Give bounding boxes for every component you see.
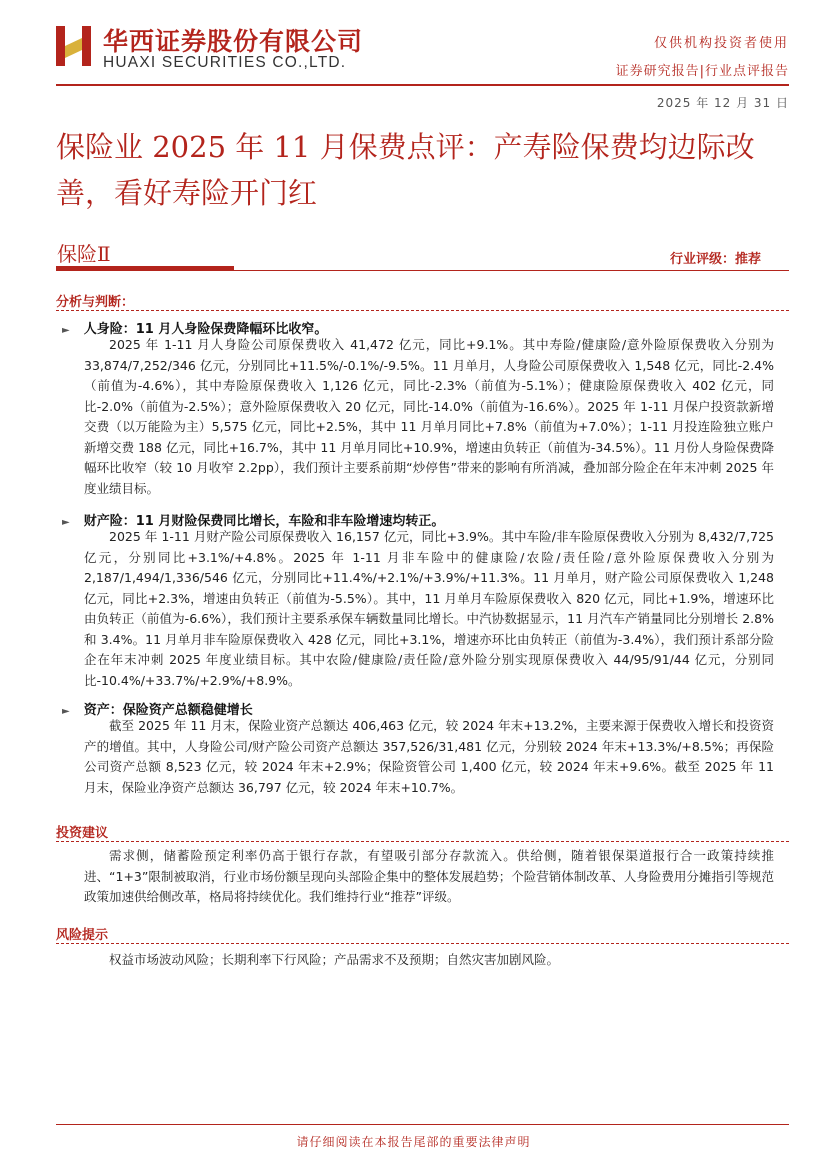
investment-heading: 投资建议 [56, 826, 109, 841]
bullet-property-head: 财产险：11 月财险保费同比增长，车险和非车险增速均转正。 [83, 514, 445, 529]
footer-divider [56, 1124, 789, 1125]
bullet-life-head: 人身险：11 月人身险保费降幅环比收窄。 [83, 322, 328, 337]
analysis-divider [56, 310, 789, 311]
triangle-bullet-icon: ► [62, 706, 70, 717]
header-divider [56, 84, 789, 86]
risk-heading: 风险提示 [56, 928, 109, 943]
huaxi-logo-icon [56, 24, 94, 68]
industry-name: 保险Ⅱ [57, 242, 111, 266]
usage-note: 仅供机构投资者使用 [653, 36, 789, 51]
investment-divider [56, 841, 789, 842]
triangle-bullet-icon: ► [62, 325, 70, 336]
company-name-cn: 华西证券股份有限公司 [103, 27, 364, 56]
analysis-heading: 分析与判断： [56, 295, 135, 310]
report-date: 2025 年 12 月 31 日 [656, 96, 789, 110]
report-title: 保险业 2025 年 11 月保费点评：产寿险保费均边际改善，看好寿险开门红 [56, 130, 755, 210]
report-type: 证券研究报告|行业点评报告 [615, 64, 789, 79]
bullet-assets-head: 资产：保险资产总额稳健增长 [83, 703, 253, 718]
legal-disclaimer: 请仔细阅读在本报告尾部的重要法律声明 [296, 1135, 531, 1149]
risk-divider [56, 943, 789, 944]
life-insurance-paragraph: 2025 年 1-11 月人身险公司原保费收入 41,472 亿元，同比+9.1%。其中寿险/健康险/意外险原保费收入分别为 33,874/7,252/346 亿元，分别同比+11.5%/-0.1%/-9.5%。11 月单月，人身险公司原保费收入 1,548 亿元，同比-2.4%（前值为-4.6%），其中寿险原保费收入 1,126 亿元，同比-2.3%（前值为-5.1%）；健康险原保费收入 402 亿元，同比-2.0%（前值为-2.5%）；意外险原保费收入 20 亿元，同比-14.0%（前值为-16.6%）。2025 年 1-11 月保户投资款新增交费（以万能险为主）5,575 亿元，同比+2.5%，其中 11 月单月同比+7.8%（前值为+7.0%）；1-11 月投连险独立账户新增交费 188 亿元，同比+16.7%，其中 11 月单月同比+10.9%，增速由负转正（前值为-34.5%）。11 月份人身险保费降幅环比收窄（较 10 月收窄 2.2pp），我们预计主要系前期“炒停售”带来的影响有所消减，叠加部分险企在年末冲刺 2025 年度业绩目标。 [84, 337, 775, 496]
assets-paragraph: 截至 2025 年 11 月末，保险业资产总额达 406,463 亿元，较 2024 年末+13.2%，主要来源于保费收入增长和投资资产的增值。其中，人身险公司/财产险公司资产总额达 357,526/31,481 亿元，分别较 2024 年末+13.3%/+8.5%；再保险公司资产总额 8,523 亿元，较 2024 年末+2.9%；保险资管公司 1,400 亿元，较 2024 年末+9.6%。截至 2025 年 11 月末，保险业净资产总额达 36,797 亿元，较 2024 年末+10.7%。 [84, 718, 774, 795]
property-insurance-paragraph: 2025 年 1-11 月财产险公司原保费收入 16,157 亿元，同比+3.9%。其中车险/非车险原保费收入分别为 8,432/7,725 亿元，分别同比+3.1%/+4.8%。2025 年 1-11 月非车险中的健康险/农险/责任险/意外险原保费收入分别为 2,187/1,494/1,336/546 亿元，分别同比+11.4%/+2.1%/+3.9%/+11.3%。11 月单月，财产险公司原保费收入 1,248 亿元，同比+2.3%，增速由负转正（前值为-5.5%）。其中，11 月单月车险原保费收入 820 亿元，同比+1.9%，增速环比由负转正（前值为-6.6%），我们预计主要系承保车辆数量同比增长。中汽协数据显示，11 月汽车产销量同比分别增长 2.8%和 3.4%。11 月单月非车险原保费收入 428 亿元，同比+3.1%，增速亦环比由负转正（前值为-3.4%），我们预计系部分险企在年末冲刺 2025 年度业绩目标。其中农险/健康险/责任险/意外险分别实现原保费收入 44/95/91/44 亿元，分别同比-10.4%/+33.7%/+2.9%/+8.9%。 [84, 529, 774, 688]
title-underline-thin [56, 270, 789, 271]
triangle-bullet-icon: ► [62, 517, 70, 528]
company-name-en: HUAXI SECURITIES CO.,LTD. [103, 54, 347, 71]
risk-paragraph: 权益市场波动风险；长期利率下行风险；产品需求不及预期；自然灾害加剧风险。 [109, 952, 560, 967]
investment-paragraph: 需求侧，储蓄险预定利率仍高于银行存款，有望吸引部分存款流入。供给侧，随着银保渠道报行合一政策持续推进、“1+3”限制被取消，行业市场份额呈现向头部险企集中的整体发展趋势；个险营销体制改革、人身险费用分摊指引等规范政策加速供给侧改革，格局将持续优化。我们维持行业“推荐”评级。 [84, 848, 774, 904]
industry-rating: 行业评级：推荐 [669, 252, 761, 267]
